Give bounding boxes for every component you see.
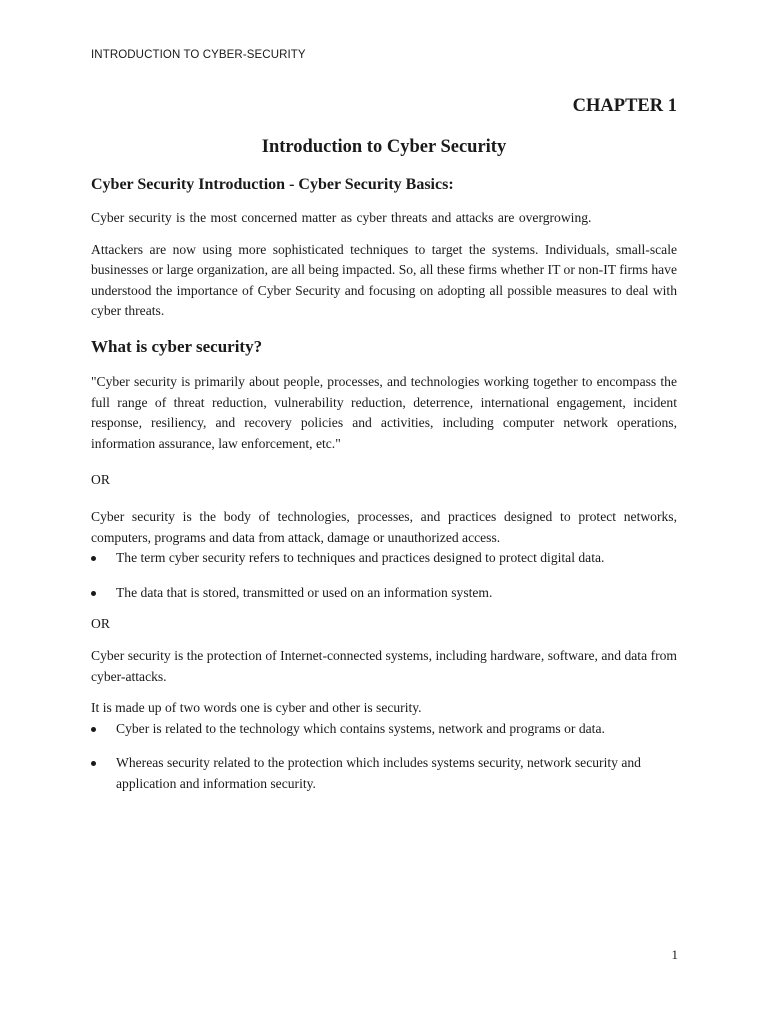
list-item bbox=[91, 583, 677, 604]
paragraph-definition-2: Cyber security is the body of technologies, processes, and practices designed to protect networks, computers, programs and data from attack, damage or unauthorized access. bbox=[91, 508, 677, 545]
list-item-text: Whereas security related to the protection which includes systems security, network security and application and information security. bbox=[116, 755, 641, 791]
paragraph-definition-3: Cyber security is the protection of Internet-connected systems, including hardware, software, and data from cyber-attacks. bbox=[91, 647, 677, 684]
chapter-label: CHAPTER 1 bbox=[572, 96, 677, 116]
paragraph-intro: Cyber security is the most concerned matter as cyber threats and attacks are overgrowing. bbox=[91, 210, 592, 225]
or-separator-2: OR bbox=[91, 616, 110, 632]
bullet-icon bbox=[91, 591, 96, 596]
paragraph-quote-definition: "Cyber security is primarily about people, processes, and technologies working together to encompass the full range of threat reduction, vulnerability reduction, deterrence, international engagement, incident response, resiliency, and recovery policies and activities, including computer network operations, information assurance, law enforcement, etc." bbox=[91, 373, 677, 451]
running-header: INTRODUCTION TO CYBER-SECURITY bbox=[91, 49, 306, 61]
list-item bbox=[91, 753, 677, 794]
list-item-text: The term cyber security refers to techniques and practices designed to protect digital data. bbox=[116, 550, 605, 566]
bullet-icon bbox=[91, 727, 96, 732]
paragraph-two-words: It is made up of two words one is cyber and other is security. bbox=[91, 700, 422, 716]
bullet-icon bbox=[91, 761, 96, 766]
bullet-list-1 bbox=[91, 548, 677, 603]
bullet-icon bbox=[91, 556, 96, 561]
page-body bbox=[91, 94, 677, 794]
section-heading-basics: Cyber Security Introduction - Cyber Security Basics: bbox=[91, 176, 454, 193]
list-item bbox=[91, 548, 677, 569]
section-heading-what-is: What is cyber security? bbox=[91, 336, 263, 356]
bullet-list-2 bbox=[91, 719, 677, 795]
page-title: Introduction to Cyber Security bbox=[261, 137, 507, 157]
list-item-text: The data that is stored, transmitted or used on an information system. bbox=[116, 584, 493, 600]
page-number: 1 bbox=[671, 947, 678, 962]
list-item bbox=[91, 719, 677, 740]
list-item-text: Cyber is related to the technology which contains systems, network and programs or data. bbox=[116, 720, 605, 736]
paragraph-attackers: Attackers are now using more sophisticated techniques to target the systems. Individuals, small-scale businesses or large organization, are all being impacted. So, all these firms whether IT or non-IT firms have understood the importance of Cyber Security and focusing on adopting all possible measures to deal with cyber threats. bbox=[91, 241, 677, 319]
or-separator-1: OR bbox=[91, 472, 110, 488]
